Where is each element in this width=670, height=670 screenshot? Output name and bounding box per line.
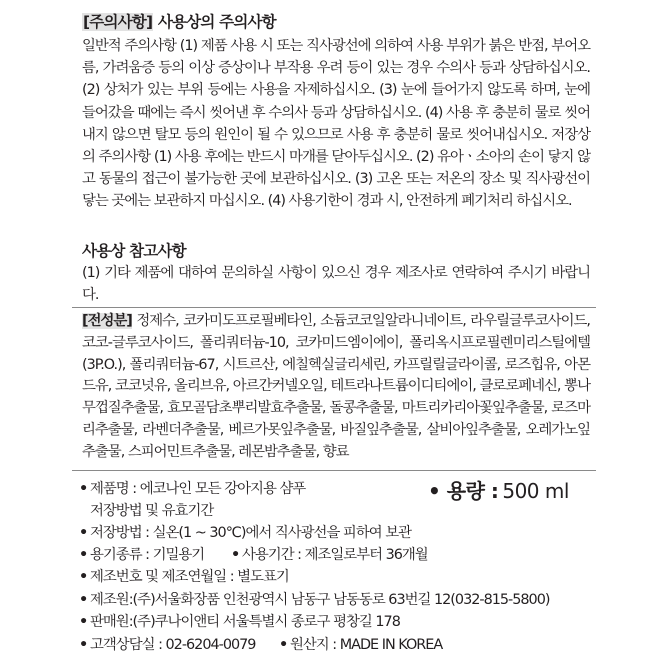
manufacturer: 제조원:(주)서울화장품 인천광역시 남동구 남동동로 63번길 12(032-815-5800): [90, 592, 550, 608]
bullet: •: [79, 592, 88, 608]
section-divider: [72, 307, 596, 308]
reference-body: (1) 기타 제품에 대하여 문의하실 사항이 있으신 경우 제조사로 연락하여 주시기 바랍니다.: [82, 265, 590, 304]
info-usage-period: [231, 544, 428, 566]
info-origin: [279, 634, 442, 656]
bullet: •: [79, 614, 88, 630]
caution-body: 일반적 주의사항 (1) 제품 사용 시 또는 직사광선에 의하여 사용 부위가 붉은 반점, 부어오름, 가려움증 등의 이상 증상이나 부작용 우려 등이 있는 경우 수의사 등과 상담하십시오. (2) 상처가 있는 부위 등에는 사용을 자제하십시오. (3) 눈에 들어가지 않도록 하며, 눈에 들어갔을 때에는 즉시 씻어낸 후 수의사 등과 상담하십시오. (4) 사용 후 충분히 물로 씻어내지 않으면 탈모 등의 원인이 될 수 있으므로 사용 후 충분히 물로 씻어내십시오. 저장상의 주의사항 (1) 사용 후에는 반드시 마개를 닫아두십시오. (2) 유아ㆍ소아의 손이 닿지 않고 동물의 접근이 불가능한 곳에 보관하십시오. (3) 고온 또는 저온의 장소 및 직사광선이 닿는 곳에는 보관하지 마십시오. (4) 사용기한이 경과 시, 안전하게 폐기처리 하십시오.: [82, 38, 590, 210]
volume-label: • 용량 :: [428, 479, 499, 503]
info-product-name: [79, 478, 305, 500]
bullet: •: [79, 525, 88, 541]
origin: 원산지 : MADE IN KOREA: [290, 637, 443, 653]
ingredients-heading: [전성분]: [82, 313, 132, 329]
storage-expiry: 저장방법 및 유효기간: [90, 503, 214, 519]
info-seller: [79, 611, 400, 633]
bullet: •: [79, 569, 88, 585]
info-container-type: [79, 544, 204, 566]
info-customer-center: [79, 634, 255, 656]
reference-heading: 사용상 참고사항: [82, 242, 186, 260]
usage-period: 사용기간 : 제조일로부터 36개월: [242, 547, 428, 563]
bullet: •: [279, 637, 288, 653]
bullet: •: [79, 547, 88, 563]
volume-value: 500 ml: [502, 479, 569, 503]
info-manufacturer: [79, 589, 549, 611]
customer-center: 고객상담실 : 02-6204-0079: [90, 637, 256, 653]
info-storage-method: [79, 522, 411, 544]
bullet: •: [79, 481, 88, 497]
info-manufacture-no: [79, 566, 289, 588]
ingredients-list: 정제수, 코카미도프로필베타인, 소듐코코일알라니네이트, 라우릴글루코사이드, 코코-글루코사이드, 폴리쿼터늄-10, 코카미드엠이에이, 폴리옥시프로필렌미리스틸에텔(3P.O.), 폴리쿼터늄-67, 시트르산, 에칠헥실글리세린, 카프릴릴글라이콜, 로즈힙유, 아몬드유, 코코넛유, 올리브유, 아르간커넬오일, 테트라나트륨이디티에이, 클로로페네신, 뽕나무껍질추출물, 효모골담초뿌리발효추출물, 돌콩추출물, 마트리카리아꽃잎추출물, 로즈마리추출물, 라벤더추출물, 베르가못잎추출물, 바질잎추출물, 살비아잎추출물, 오레가노잎추출물, 스피어민트추출물, 레몬밤추출물, 향료: [82, 313, 590, 460]
seller: 판매원:(주)쿠나이앤티 서울특별시 종로구 평창길 178: [90, 614, 400, 630]
container-type: 용기종류 : 기밀용기: [90, 547, 205, 563]
bullet: •: [79, 637, 88, 653]
caution-heading-text: 사용상의 주의사항: [153, 13, 276, 31]
caution-heading-tag: [주의사항]: [83, 13, 153, 31]
info-storage-expiry: [79, 500, 213, 522]
storage-method: 저장방법 : 실온(1 ~ 30℃)에서 직사광선을 피하여 보관: [90, 525, 412, 541]
caution-heading: [82, 10, 276, 32]
product-name: 제품명 : 에코나인 모든 강아지용 샴푸: [90, 481, 306, 497]
bullet: •: [231, 547, 240, 563]
ingredients-body: [82, 311, 590, 464]
info-divider: [72, 470, 596, 471]
volume: [428, 475, 569, 504]
manufacture-no: 제조번호 및 제조연월일 : 별도표기: [90, 569, 289, 585]
